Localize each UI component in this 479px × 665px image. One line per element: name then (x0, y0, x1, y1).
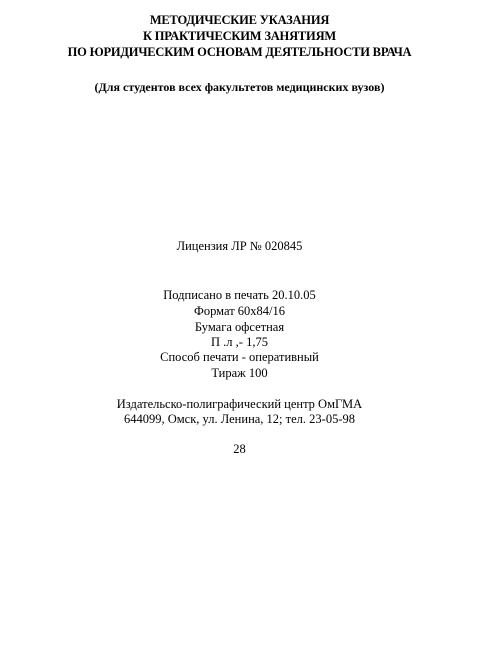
paper-type: Бумага офсетная (194, 320, 285, 334)
title-line-2: К ПРАКТИЧЕСКИМ ЗАНЯТИЯМ (142, 29, 336, 43)
license-number: Лицензия ЛР № 020845 (176, 239, 303, 253)
title-line-1: МЕТОДИЧЕСКИЕ УКАЗАНИЯ (149, 13, 330, 27)
publisher-address: 644099, Омск, ул. Ленина, 12; тел. 23-05-98 (124, 412, 355, 426)
page-number: 28 (233, 442, 246, 456)
signed-to-print: Подписано в печать 20.10.05 (163, 288, 316, 302)
circulation: Тираж 100 (211, 366, 268, 380)
printed-sheets: П .л ,- 1,75 (211, 335, 268, 349)
title-line-3: ПО ЮРИДИЧЕСКИМ ОСНОВАМ ДЕЯТЕЛЬНОСТИ ВРАЧА (67, 45, 412, 59)
printing-method: Способ печати - оперативный (160, 350, 319, 364)
paper-format: Формат 60x84/16 (193, 304, 286, 318)
publisher-name: Издательско-полиграфический центр ОмГМА (116, 397, 363, 411)
subtitle: (Для студентов всех факультетов медицинских вузов) (94, 80, 385, 94)
